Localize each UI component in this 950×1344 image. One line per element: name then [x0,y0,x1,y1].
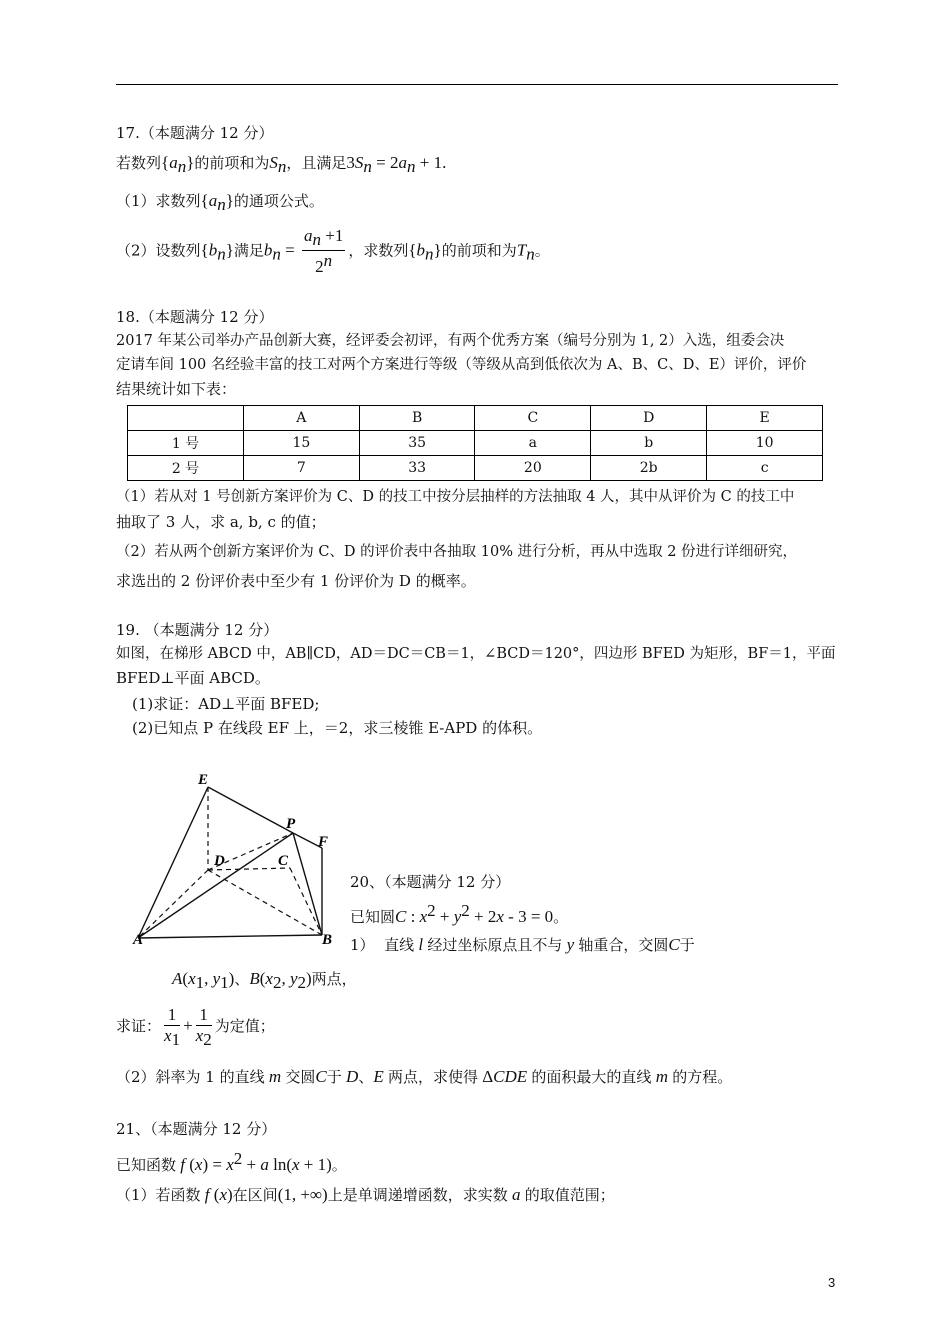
table-header-cell: E [707,406,823,431]
q21-given: 已知函数 f $(x) = x^2 + a$ ln(x + 1)。 [116,1149,347,1174]
table-cell: 20 [475,456,591,481]
table-cell: 7 [244,456,360,481]
q20-points: $A(x_1$, $y_1$)、$B(x_2$, $y_2$)两点， [172,969,357,992]
rating-table [127,405,823,481]
label-F: F [318,834,329,850]
table-cell: 1 号 [128,431,244,456]
q19-part1: (1)求证：AD⊥平面 BFED; [132,695,320,713]
label-P: P [286,816,296,832]
q21-title: 21、（本题满分 12 分） [116,1120,277,1138]
table-cell: a [475,431,591,456]
table-cell: 33 [359,456,475,481]
q18-part2-line2: 求选出的 2 份评价表中至少有 1 份评价为 D 的概率。 [116,572,476,590]
table-cell: 35 [359,431,475,456]
q19-part2: (2)已知点 P 在线段 EF 上，＝2，求三棱锥 E-APD 的体积。 [132,719,543,737]
table-row [128,456,823,481]
q18-part1-line1: （1）若从对 1 号创新方案评价为 C、D 的技工中按分层抽样的方法抽取 4 人，其中从评价为 C 的技工中 [116,489,795,505]
q19-line2: BFED⊥平面 ABCD。 [116,669,270,687]
table-header-cell: D [591,406,707,431]
label-A: A [133,932,144,948]
q20-title: 20、（本题满分 12 分） [350,873,511,891]
table-row [128,431,823,456]
pyramid-figure [110,768,345,948]
q20-prove: 求证： $\frac{1}{x_1}$ + $\frac{1}{x_2}$ 为定值； [116,1004,275,1049]
q18-line2: 定请车间 100 名经验丰富的技工对两个方案进行等级（等级从高到低依次为 A、B、C、D、E）评价，评价 [116,357,807,373]
q19-title: 19. （本题满分 12 分） [116,621,279,639]
page-number: 3 [828,1275,836,1290]
table-header-cell: B [359,406,475,431]
label-D: D [214,853,225,869]
q20-given: 已知圆C : $x^2 + y^2 + 2x - 3 = 0$。 [350,901,569,926]
q18-part1-line2: 抽取了 3 人，求 a, b, c 的值； [116,513,326,531]
table-cell: 2 号 [128,456,244,481]
label-C: C [278,853,289,869]
q17-part1: （1）求数列$\{a_n\}$的通项公式。 [116,191,324,214]
table-header-row [128,406,823,431]
table-cell: b [591,431,707,456]
q17-part2: （2）设数列$\{b_n\}$满足$b_n$ = $\frac{a_n +1}{2^n}$ ，求数列$\{b_n\}$的前项和为$T_n$。 [116,226,550,276]
q18-line1: 2017 年某公司举办产品创新大赛，经评委会初评，有两个优秀方案（编号分别为 1, 2）入选，组委会决 [116,333,785,349]
q18-title: 18.（本题满分 12 分） [116,308,274,326]
q18-part2-line1: （2）若从两个创新方案评价为 C、D 的评价表中各抽取 10% 进行分析，再从中选取 2 份进行详细研究， [116,544,798,560]
q18-line3: 结果统计如下表： [116,380,237,398]
edge-EA [138,787,208,938]
q20-part1: 1） 直线 l 经过坐标原点且不与 y 轴重合，交圆C于 [350,935,695,954]
table-cell: 2b [591,456,707,481]
table-cell: 15 [244,431,360,456]
q19-line1: 如图，在梯形 ABCD 中，AB∥CD，AD＝DC＝CB＝1，∠BCD＝120°，四边形 BFED 为矩形，BF＝1，平面 [116,646,836,662]
edge-DA-hidden [138,870,208,938]
table-cell: 10 [707,431,823,456]
q21-part1: （1）若函数 f (x)在区间(1, +∞)上是单调递增函数，求实数 a 的取值范围； [116,1185,615,1204]
table-header-cell: A [244,406,360,431]
table-cell: c [707,456,823,481]
edge-DB-hidden [208,870,322,935]
edge-AP [138,833,293,938]
label-E: E [198,772,209,788]
label-B: B [322,932,333,948]
edge-EP [208,787,293,833]
edge-AB [138,935,322,938]
q17-intro: 若数列$\{a_n\}$的前项和为$S_n$，且满足$3S_n = 2a_n + 1$. [116,153,447,176]
q20-part2: （2）斜率为 1 的直线 m 交圆C于 D、E 两点，求使得 ΔCDE 的面积最大的直线 m 的方程。 [116,1067,733,1086]
table-header-cell: C [475,406,591,431]
table-header-cell [128,406,244,431]
q17-title: 17.（本题满分 12 分） [116,124,274,142]
header-rule [116,84,838,85]
